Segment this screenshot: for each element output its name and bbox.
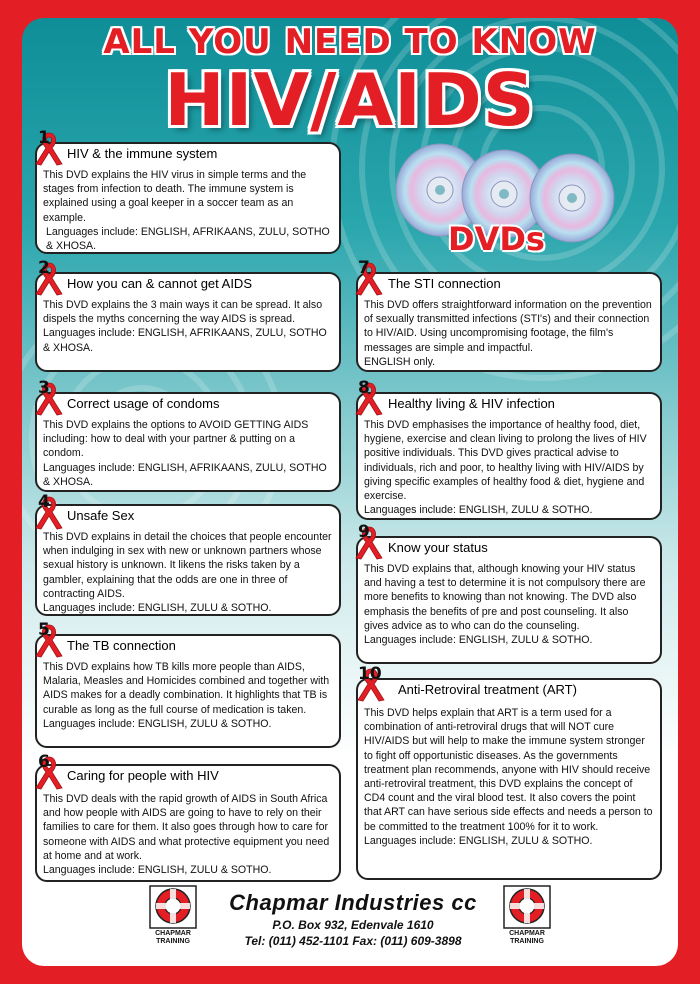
item-title: The STI connection	[388, 276, 501, 291]
item-card-5	[35, 634, 341, 748]
item-languages: Languages include: ENGLISH, ZULU & SOTHO.	[43, 864, 272, 877]
item-description: This DVD explains the HIV virus in simple terms and the stages from infection to death. The immune system is explained using a goal keeper in a soccer team as an example.	[43, 169, 307, 224]
red-ribbon-icon	[352, 260, 386, 296]
item-languages: ENGLISH only.	[364, 355, 436, 368]
lifebuoy-icon	[502, 884, 552, 930]
item-number: 6	[38, 752, 50, 772]
item-languages: Languages include: ENGLISH, AFRIKAANS, ZULU, SOTHO & XHOSA.	[43, 327, 327, 354]
item-card-4	[35, 504, 341, 616]
item-title: HIV & the immune system	[67, 146, 218, 161]
item-number: 5	[38, 620, 50, 640]
item-card-7	[356, 272, 662, 372]
item-number: 7	[358, 258, 370, 278]
item-card-3	[35, 392, 341, 492]
red-ribbon-icon	[354, 666, 388, 702]
dvds-label: DVDs	[448, 220, 545, 258]
chapmar-logo-left	[148, 884, 198, 950]
item-title: Correct usage of condoms	[67, 396, 220, 411]
item-card-2	[35, 272, 341, 372]
item-languages: Languages include: ENGLISH, AFRIKAANS, ZULU, SOTHO & XHOSA.	[43, 461, 327, 488]
item-number: 2	[38, 258, 50, 278]
item-languages: Languages include: ENGLISH, ZULU & SOTHO.	[364, 834, 593, 847]
item-card-6	[35, 764, 341, 882]
company-name: Chapmar Industries cc	[229, 890, 477, 915]
logo-text: CHAPMAR TRAINING	[155, 930, 191, 945]
red-ribbon-icon	[32, 260, 66, 296]
logo-text: CHAPMAR TRAINING	[509, 930, 545, 945]
item-description: This DVD offers straightforward information on the prevention of sexually transmitted infections (STI's) and their connection to HIV/AID. Using uncompromising footage, the film's messages are simple and impactful.	[364, 299, 652, 354]
item-description: This DVD deals with the rapid growth of AIDS in South Africa and how people with AIDS are going to have to rely on their families to care for them. It also goes through how to care for someone with AIDS and what protective equipment you need at home and at work.	[43, 793, 330, 862]
item-description: This DVD explains the 3 main ways it can be spread. It also dispels the myths concerning the way AIDS is spread.	[43, 299, 323, 326]
item-description: This DVD explains that, although knowing your HIV status and having a test to determine it is not compulsory there are more benefits to knowing than not knowing. The DVD also emphasis the benefits of pre and post counseling. It also gives advice as to who can do the counseling.	[364, 563, 646, 632]
item-title: Healthy living & HIV infection	[388, 396, 555, 411]
item-number: 3	[38, 378, 50, 398]
item-description: This DVD emphasises the importance of healthy food, diet, hygiene, exercise and clean living to prolong the lives of HIV positive individuals. This DVD gives practical advise to individuals, rich and poor, to healthy living with HIV/AIDS by giving specific examples of healthy food & diet, hygiene and exercise.	[364, 419, 647, 503]
item-languages: Languages include: ENGLISH, ZULU & SOTHO.	[364, 504, 593, 517]
item-card-9	[356, 536, 662, 664]
item-title: Caring for people with HIV	[67, 768, 219, 783]
red-ribbon-icon	[32, 494, 66, 530]
lifebuoy-icon	[148, 884, 198, 930]
item-languages: Languages include: ENGLISH, ZULU & SOTHO.	[43, 717, 272, 730]
item-description: This DVD explains in detail the choices that people encounter when indulging in sex with new or unknown partners whose sexual history is unknown. It likens the risks taken by a gambler, explaining that the odds are one in three of contracting AIDS.	[43, 531, 332, 600]
poster-subtitle: ALL YOU NEED TO KNOW	[103, 22, 597, 62]
chapmar-logo-right	[502, 884, 552, 950]
item-title: The TB connection	[67, 638, 176, 653]
item-title: Anti-Retroviral treatment (ART)	[398, 682, 577, 697]
item-languages: Languages include: ENGLISH, AFRIKAANS, ZULU, SOTHO & XHOSA.	[46, 225, 330, 253]
item-languages: Languages include: ENGLISH, ZULU & SOTHO.	[43, 602, 272, 615]
red-ribbon-icon	[32, 380, 66, 416]
item-description: This DVD explains the options to AVOID GETTING AIDS including: how to deal with your partner & putting on a condom.	[43, 419, 309, 460]
red-ribbon-icon	[32, 622, 66, 658]
red-ribbon-icon	[352, 524, 386, 560]
item-number: 1	[38, 128, 50, 148]
item-languages: Languages include: ENGLISH, ZULU & SOTHO.	[364, 634, 593, 647]
item-number: 8	[358, 378, 370, 398]
item-title: Know your status	[388, 540, 488, 555]
item-card-1	[35, 142, 341, 254]
item-title: How you can & cannot get AIDS	[67, 276, 252, 291]
item-number: 4	[38, 492, 50, 512]
red-ribbon-icon	[32, 130, 66, 166]
red-ribbon-icon	[352, 380, 386, 416]
item-description: This DVD explains how TB kills more people than AIDS, Malaria, Measles and Homicides combined and together with AIDS makes for a deadly combination. It highlights that TB is curable as long as the full course of medication is taken.	[43, 661, 330, 716]
item-title: Unsafe Sex	[67, 508, 135, 523]
item-description: This DVD helps explain that ART is a term used for a combination of anti-retroviral drugs that will NOT cure HIV/AIDS but will help to make the immune system stronger to fight off opportunistic diseases. As the governments treatment plan recommends, anyone with HIV should receive anti-retroviral treatment, this DVD explains the concept of CD4 count and the viral blood test. It also covers the point that ART can have serious side effects and needs a person to be committed to the treatment 100% for it to work.	[364, 707, 653, 833]
company-phone: Tel: (011) 452-1101 Fax: (011) 609-3898	[244, 934, 462, 948]
item-number: 9	[358, 522, 370, 542]
red-ribbon-icon	[32, 754, 66, 790]
poster-title: HIV/AIDS	[164, 58, 536, 142]
item-card-10	[356, 678, 662, 880]
item-card-8	[356, 392, 662, 520]
company-address: P.O. Box 932, Edenvale 1610	[272, 918, 434, 932]
item-number: 10	[358, 664, 382, 684]
